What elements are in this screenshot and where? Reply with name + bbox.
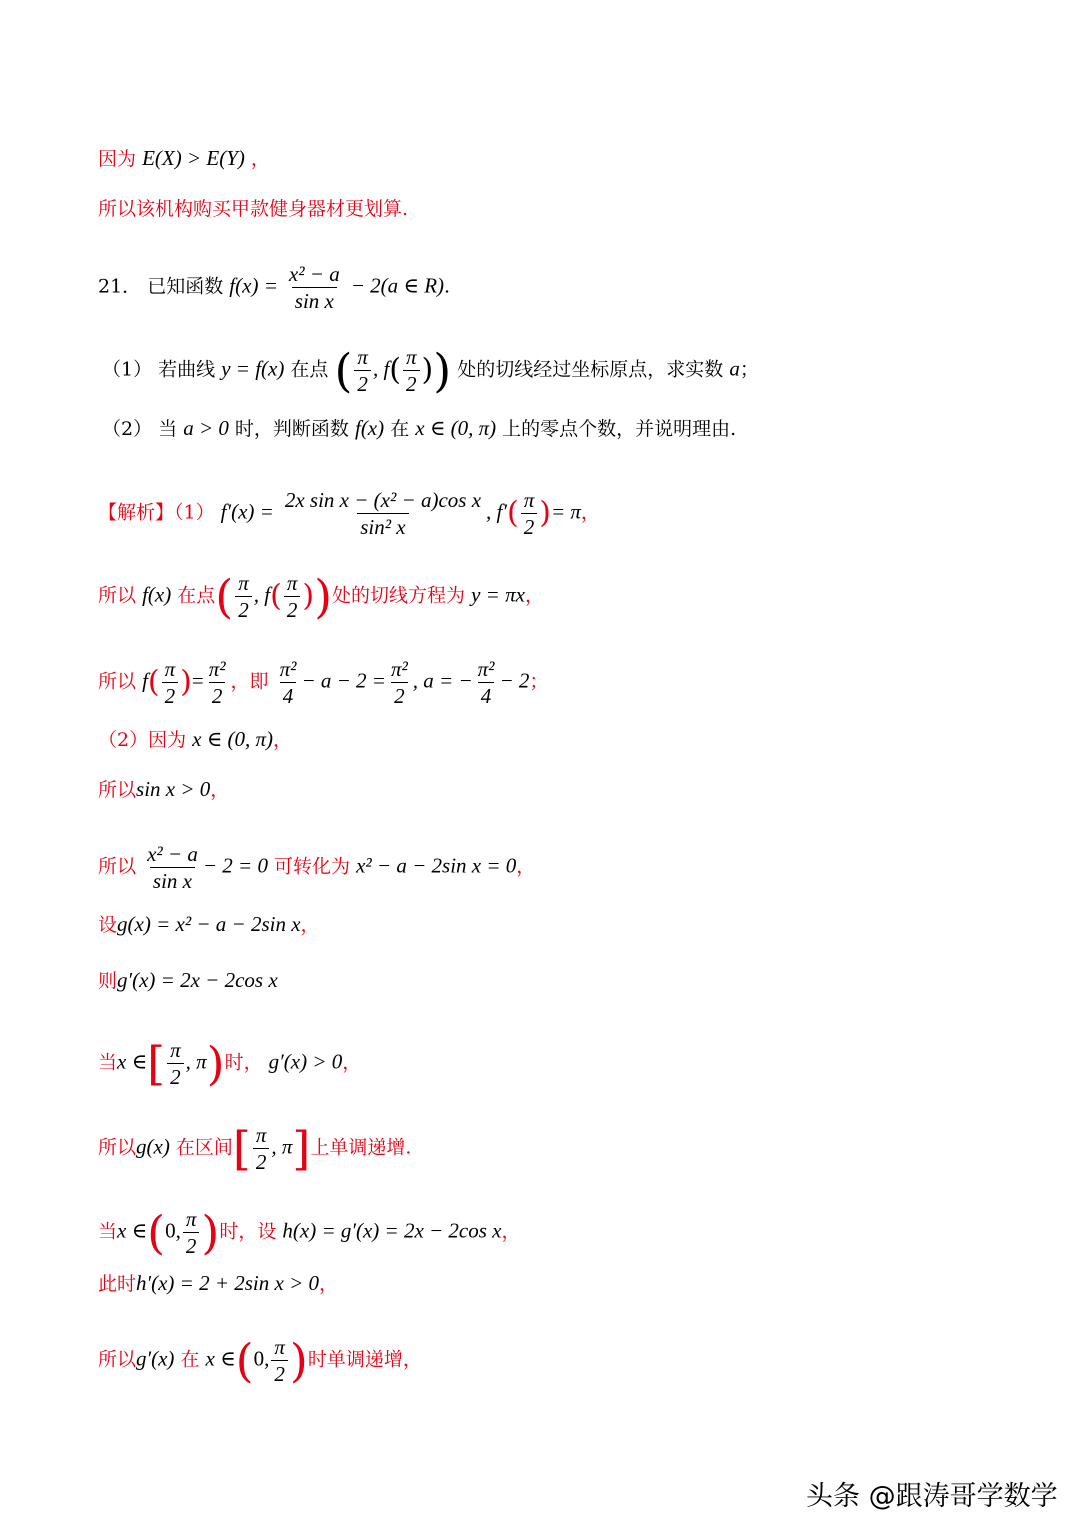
- bracket-open: [: [232, 1121, 251, 1176]
- text: 在: [180, 1348, 200, 1371]
- bracket-close: ]: [292, 1121, 311, 1176]
- text: 上单调递增.: [310, 1136, 412, 1159]
- equation-fraction: [144, 842, 201, 893]
- condition: a > 0: [183, 416, 229, 440]
- punct: ；: [529, 670, 549, 693]
- intro-because: 因为: [98, 148, 137, 170]
- paren-open: (: [147, 664, 160, 700]
- derivative-fraction: [282, 488, 484, 539]
- domain-interval: x ∈ (0, π): [415, 416, 497, 440]
- frac-num: π: [274, 1335, 285, 1359]
- fraction-numerator: x² − a: [288, 262, 340, 286]
- tangent-equation: y = πx: [471, 582, 525, 607]
- text: 时单调递增，: [307, 1348, 422, 1371]
- frac-den: 2: [253, 1148, 270, 1174]
- paren-close: ): [180, 664, 192, 700]
- f-symbol: f: [142, 668, 148, 693]
- solution-line-solve-a: [98, 657, 548, 708]
- punct: ，: [516, 855, 536, 878]
- text: 此时: [98, 1273, 137, 1295]
- intro-conclusion: 所以该机构购买甲款健身器材更划算.: [98, 198, 409, 220]
- frac-den: 2: [235, 596, 252, 622]
- point-y-fraction: [403, 345, 420, 396]
- solution-g-derivative: [98, 968, 278, 993]
- frac-num: π²: [208, 657, 226, 681]
- frac-num: π: [170, 1038, 181, 1062]
- pi-over-2: [235, 571, 252, 622]
- frac-num: π: [238, 571, 249, 595]
- frac-num: π²: [390, 657, 408, 681]
- g-prime-name: g′(x): [136, 1346, 175, 1371]
- frac-den: 4: [280, 682, 297, 708]
- text: 处的切线方程为: [332, 584, 466, 607]
- frac-num: π: [286, 571, 298, 595]
- paren-close: ): [539, 495, 551, 531]
- frac-den: 2: [354, 370, 371, 396]
- function-lhs: f(x) =: [229, 273, 278, 298]
- solution-case-lower: [98, 1207, 521, 1258]
- derivative-value: = π: [550, 499, 581, 524]
- value-fraction: [206, 657, 229, 708]
- frac-num: x² − a: [147, 842, 198, 866]
- text: 当: [98, 1220, 118, 1243]
- solution-define-g: [98, 912, 320, 937]
- expectation-comparison: E(X) > E(Y): [142, 146, 245, 170]
- domain-interval: x ∈ (0, π): [192, 727, 274, 751]
- punct: ，: [210, 779, 230, 801]
- stem-text: 已知函数: [147, 275, 224, 298]
- problem-part2: [102, 416, 736, 441]
- solution-h-derivative: [98, 1271, 338, 1296]
- part-text: 在: [390, 418, 410, 440]
- comma-f: , f′: [486, 499, 507, 524]
- part-label: （2）: [98, 729, 149, 751]
- frac-den: sin x: [150, 867, 195, 893]
- punct: ，: [300, 914, 320, 936]
- text: 因为: [148, 729, 187, 751]
- text: 在区间: [175, 1136, 233, 1159]
- g-name: g(x): [136, 1134, 170, 1159]
- punct: ，: [273, 729, 293, 751]
- text: 所以: [98, 670, 137, 693]
- part-text: 当: [158, 418, 178, 440]
- derivative-lhs: f′(x) =: [220, 499, 274, 524]
- frac-den: sin² x: [357, 513, 408, 539]
- solution-tag: 【解析】: [98, 501, 175, 524]
- solution-transform: [98, 842, 535, 893]
- text: 当: [98, 1051, 118, 1074]
- g-derivative: g′(x) = 2x − 2cos x: [117, 968, 278, 992]
- solution-case-upper: [98, 1038, 361, 1089]
- solution-sin-positive: [98, 777, 229, 802]
- paren-close: ): [302, 578, 315, 614]
- text: 所以: [98, 584, 137, 607]
- text: 所以: [98, 855, 137, 878]
- frac-num: π: [357, 345, 368, 369]
- punct: ，: [524, 584, 544, 607]
- punct: ，: [342, 1051, 362, 1074]
- punct: ，: [319, 1273, 339, 1295]
- pi-over-2: [162, 657, 179, 708]
- problem-part1: [102, 345, 759, 396]
- frac-num: π: [406, 345, 417, 369]
- frac-den: 2: [521, 513, 538, 539]
- frac-den: 2: [162, 682, 179, 708]
- interval-upper: , π: [185, 1049, 207, 1074]
- frac-den: 2: [284, 596, 301, 622]
- part-text: 在点: [290, 358, 329, 381]
- frac-num: π: [523, 488, 535, 512]
- solution-increasing-upper: [98, 1123, 411, 1174]
- comma-f: , f: [372, 356, 390, 381]
- equation: x² − a − 2sin x = 0: [356, 853, 517, 878]
- curve-equation: y = f(x): [221, 356, 285, 381]
- part-label: （2）: [102, 418, 153, 440]
- interval-lower: 0,: [253, 1346, 270, 1371]
- pi-over-2: [253, 1123, 270, 1174]
- function-tail: − 2(a ∈ R): [350, 273, 445, 298]
- solution-part2-start: [98, 727, 292, 752]
- inequality: g′(x) > 0: [268, 1049, 343, 1074]
- variable-a: a: [729, 356, 740, 381]
- text: ，即: [230, 670, 269, 693]
- function-fraction: [286, 262, 343, 313]
- part-label: （1）: [102, 358, 153, 381]
- text: 时，设: [219, 1220, 277, 1243]
- x-in: x ∈: [117, 1049, 148, 1074]
- equals: =: [191, 668, 204, 693]
- punct: ，: [580, 501, 600, 524]
- paren-open: (: [147, 1205, 166, 1260]
- point-x-fraction: [354, 345, 371, 396]
- punct: ，: [501, 1220, 521, 1243]
- problem-stem: [98, 262, 450, 313]
- frac-den: 2: [391, 682, 408, 708]
- paren-close: ): [201, 1205, 220, 1260]
- bracket-open: [: [147, 1036, 166, 1091]
- x-in: x ∈: [117, 1218, 148, 1243]
- pi-over-2: [284, 571, 301, 622]
- fraction-denominator: sin x: [292, 287, 337, 313]
- interval-lower: 0,: [165, 1218, 181, 1243]
- eq-fraction-2: [388, 657, 411, 708]
- text: 则: [98, 970, 118, 992]
- problem-number: 21．: [98, 275, 142, 298]
- punct: ，: [250, 148, 270, 170]
- punct: .: [444, 275, 451, 298]
- eq-fraction-3: [475, 657, 498, 708]
- equation: − 2 = 0: [202, 853, 268, 878]
- watermark: 头条 @跟涛哥学数学: [806, 1481, 1058, 1512]
- solution-increasing-lower: [98, 1335, 422, 1386]
- eq-fraction-1: [277, 657, 300, 708]
- frac-den: 2: [271, 1360, 288, 1386]
- text: 设: [98, 914, 118, 936]
- part-text: 处的切线经过坐标原点，求实数: [457, 358, 724, 381]
- part-text: 时，判断函数: [234, 418, 349, 440]
- g-definition: g(x) = x² − a − 2sin x: [117, 912, 301, 936]
- paren-open: (: [389, 352, 401, 388]
- equation-tail: − 2: [499, 668, 530, 693]
- text: 所以: [98, 1136, 137, 1159]
- pi-over-2: [271, 1335, 288, 1386]
- text: 在点: [177, 584, 216, 607]
- punct: ；: [739, 358, 759, 381]
- pi-over-2: [183, 1207, 200, 1258]
- pi-over-2: [521, 488, 538, 539]
- frac-den: 2: [209, 682, 226, 708]
- paren-close: ): [421, 352, 434, 388]
- frac-num: π: [164, 657, 176, 681]
- part-text: 若曲线: [158, 358, 216, 381]
- equation-middle: − a − 2 =: [301, 668, 386, 693]
- interval-upper: , π: [271, 1134, 293, 1159]
- paren-open: (: [506, 495, 519, 531]
- paren-open: (: [215, 569, 234, 624]
- frac-num: π: [185, 1207, 197, 1231]
- frac-num: 2x sin x − (x² − a)cos x: [284, 488, 482, 512]
- inequality: sin x > 0: [136, 777, 211, 801]
- paren-close: ): [314, 569, 333, 624]
- paren-open: (: [334, 343, 353, 398]
- solution-line-tangent: [98, 571, 544, 622]
- function-name: f(x): [142, 582, 172, 607]
- text: 所以: [98, 1348, 137, 1371]
- part-label: （1）: [174, 501, 215, 524]
- frac-den: 2: [167, 1063, 184, 1089]
- paren-close: ): [206, 1036, 225, 1091]
- frac-den: 4: [478, 682, 495, 708]
- function-name: f(x): [354, 416, 385, 440]
- intro-comparison-line: [98, 146, 270, 171]
- x-in: x ∈: [205, 1346, 236, 1371]
- paren-open: (: [270, 578, 282, 614]
- h-derivative: h′(x) = 2 + 2sin x > 0: [136, 1271, 320, 1295]
- frac-num: π²: [477, 657, 495, 681]
- paren-close: ): [433, 343, 452, 398]
- comma-f: , f: [253, 582, 271, 607]
- paren-open: (: [235, 1333, 254, 1388]
- text: 所以: [98, 779, 137, 801]
- h-definition: h(x) = g′(x) = 2x − 2cos x: [282, 1218, 502, 1243]
- paren-close: ): [289, 1333, 308, 1388]
- frac-num: π²: [279, 657, 297, 681]
- equation-a: , a = −: [412, 668, 473, 693]
- solution-line-derivative: [98, 488, 600, 539]
- text: 可转化为: [274, 855, 351, 878]
- text: 时，: [224, 1051, 263, 1074]
- part-text: 上的零点个数，并说明理由.: [502, 418, 737, 440]
- frac-num: π: [255, 1123, 267, 1147]
- frac-den: 2: [183, 1232, 200, 1258]
- pi-over-2: [167, 1038, 184, 1089]
- frac-den: 2: [403, 370, 420, 396]
